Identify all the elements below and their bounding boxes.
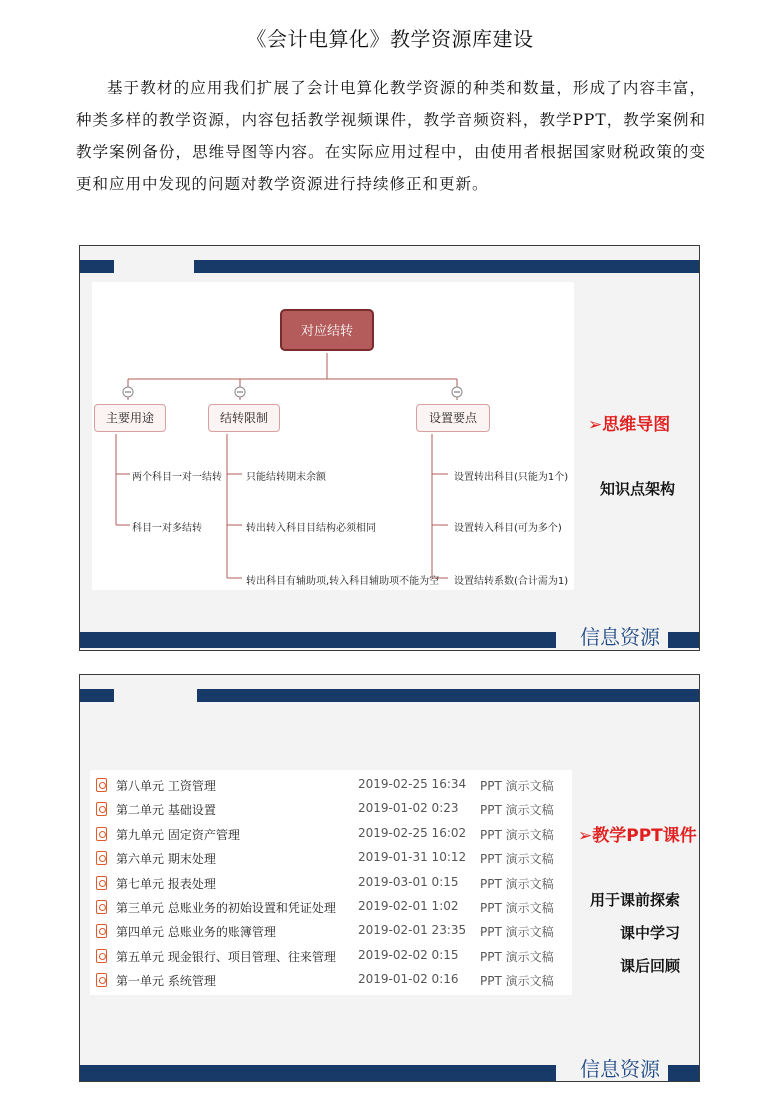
file-row[interactable]	[90, 872, 572, 896]
file-row[interactable]	[90, 798, 572, 822]
mindmap-root-node: 对应结转	[280, 309, 374, 351]
mindmap-panel	[92, 282, 574, 590]
file-type: PPT 演示文稿	[480, 876, 554, 891]
file-date: 2019-02-01 23:35	[358, 923, 467, 938]
file-type: PPT 演示文稿	[480, 827, 554, 842]
file-name: 第一单元 系统管理	[116, 974, 216, 989]
ppt-heading: ➢教学PPT课件	[578, 826, 697, 846]
mindmap-branch-limits: 结转限制	[208, 404, 280, 432]
mindmap-leaf: 设置转入科目(可为多个)	[454, 523, 562, 534]
body-paragraph: 基于教材的应用我们扩展了会计电算化教学资源的种类和数量，形成了内容丰富，种类多样的教学资源，内容包括教学视频课件，教学音频资料，教学PPT，教学案例和教学案例备份，思维导图等内容。在实际应用过程中，由使用者根据国家财税政策的变更和应用中发现的问题对教学资源进行持续修正和更新。	[76, 79, 706, 193]
file-type: PPT 演示文稿	[480, 949, 554, 964]
file-row[interactable]	[90, 945, 572, 969]
file-row[interactable]	[90, 920, 572, 944]
file-date: 2019-01-02 0:16	[358, 972, 459, 987]
file-list	[90, 770, 572, 995]
mindmap-slide	[79, 245, 700, 651]
file-date: 2019-02-01 1:02	[358, 899, 459, 913]
ppt-file-icon	[96, 851, 107, 865]
file-name: 第三单元 总账业务的初始设置和凭证处理	[116, 901, 336, 915]
mindmap-leaf: 设置结转系数(合计需为1)	[454, 576, 569, 587]
footer-bar-long	[80, 632, 556, 648]
file-row[interactable]	[90, 774, 572, 798]
ppt-file-icon	[96, 924, 107, 938]
use-label-explore: 用于课前探索	[590, 891, 681, 909]
header-bar-long	[194, 260, 700, 273]
ppt-slide	[79, 674, 700, 1082]
file-name: 第九单元 固定资产管理	[116, 827, 240, 842]
ppt-file-icon	[96, 778, 107, 792]
mindmap-leaf: 设置转出科目(只能为1个)	[454, 472, 569, 483]
file-type: PPT 演示文稿	[480, 852, 554, 867]
ppt-file-icon	[96, 827, 107, 841]
knowledge-structure-label: 知识点架构	[600, 480, 676, 498]
ppt-file-icon	[96, 973, 107, 987]
mindmap-leaf: 转出转入科目目结构必须相同	[246, 523, 376, 534]
header-bar-short	[80, 689, 114, 702]
file-name: 第二单元 基础设置	[116, 803, 216, 818]
mindmap-leaf: 科目一对多结转	[132, 523, 202, 534]
file-date: 2019-02-02 0:15	[358, 947, 459, 962]
footer-bar-long	[80, 1065, 556, 1081]
file-date: 2019-03-01 0:15	[358, 874, 459, 889]
file-type: PPT 演示文稿	[480, 901, 554, 915]
footer-bar-short	[668, 1065, 700, 1081]
mindmap-branch-usage: 主要用途	[94, 404, 166, 432]
use-label-learn: 课中学习	[620, 924, 681, 942]
file-type: PPT 演示文稿	[480, 974, 554, 989]
file-name: 第五单元 现金银行、项目管理、往来管理	[116, 949, 336, 964]
file-date: 2019-01-31 10:12	[358, 850, 467, 865]
file-row[interactable]	[90, 969, 572, 993]
file-type: PPT 演示文稿	[480, 803, 554, 818]
ppt-file-icon	[96, 900, 107, 914]
file-row[interactable]	[90, 896, 572, 920]
file-type: PPT 演示文稿	[480, 779, 554, 793]
mindmap-leaf: 两个科目一对一结转	[132, 472, 222, 483]
footer-bar-short	[668, 632, 700, 648]
footer-label: 信息资源	[580, 1057, 660, 1081]
header-bar-long	[197, 689, 700, 702]
file-row[interactable]	[90, 823, 572, 847]
file-name: 第七单元 报表处理	[116, 876, 216, 891]
document-title: 《会计电算化》教学资源库建设	[246, 27, 534, 51]
file-row[interactable]	[90, 847, 572, 871]
file-name: 第八单元 工资管理	[116, 779, 216, 793]
mindmap-leaf: 转出科目有辅助项,转入科目辅助项不能为空	[246, 576, 440, 587]
use-label-review: 课后回顾	[620, 957, 681, 975]
file-name: 第六单元 期末处理	[116, 852, 216, 867]
mindmap-heading: ➢思维导图	[588, 415, 671, 435]
mindmap-branch-keypoints: 设置要点	[416, 404, 490, 432]
footer-label: 信息资源	[580, 625, 660, 649]
file-type: PPT 演示文稿	[480, 925, 554, 940]
mindmap-leaf: 只能结转期末余额	[246, 472, 326, 483]
header-bar-short	[80, 260, 114, 273]
ppt-file-icon	[96, 876, 107, 890]
ppt-file-icon	[96, 802, 107, 816]
file-name: 第四单元 总账业务的账簿管理	[116, 925, 276, 940]
ppt-file-icon	[96, 949, 107, 963]
file-date: 2019-01-02 0:23	[358, 801, 459, 816]
file-date: 2019-02-25 16:02	[358, 825, 467, 840]
file-date: 2019-02-25 16:34	[358, 777, 467, 791]
